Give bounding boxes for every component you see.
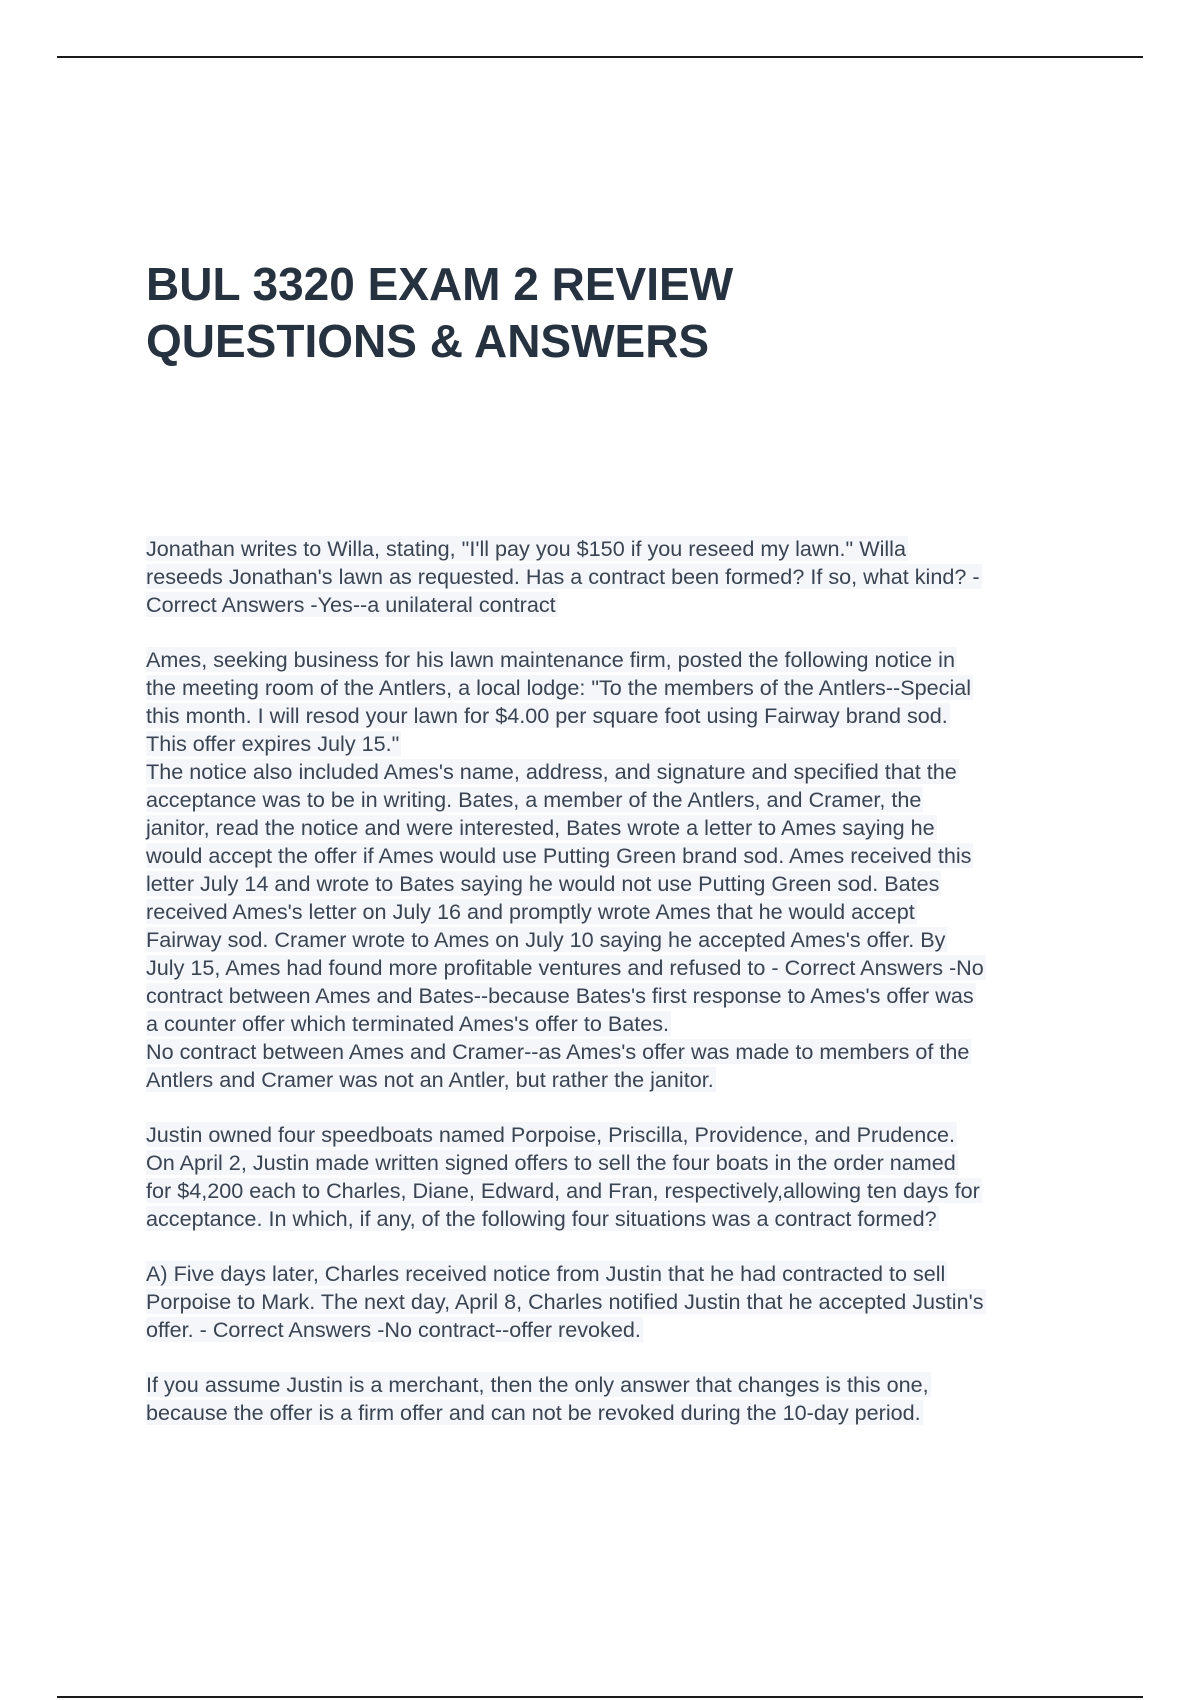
text-line [146,535,1091,563]
text-line [146,814,1091,842]
title-line: QUESTIONS & ANSWERS [146,315,710,367]
text-line [146,646,1091,674]
text-line [146,1010,1091,1038]
text-line [146,1260,1091,1288]
text-line [146,1288,1091,1316]
text-line-content: Antlers and Cramer was not an Antler, but rather the janitor. [146,1067,714,1092]
text-line-content: for $4,200 each to Charles, Diane, Edward, and Fran, respectively,allowing ten days for [146,1178,980,1203]
text-line-content: would accept the offer if Ames would use Putting Green brand sod. Ames received this [146,843,972,868]
text-line-content: The notice also included Ames's name, address, and signature and specified that the [146,759,957,784]
text-line [146,982,1091,1010]
text-line [146,954,1091,982]
document-body [146,535,1091,1454]
qa-paragraph [146,1371,1091,1427]
text-line [146,926,1091,954]
text-line [146,563,1091,591]
text-line [146,730,1091,758]
title-line: BUL 3320 EXAM 2 REVIEW [146,258,734,310]
text-line-content: This offer expires July 15." [146,731,400,756]
text-line [146,786,1091,814]
text-line-content: July 15, Ames had found more profitable ventures and refused to - Correct Answers -No [146,955,984,980]
top-rule [57,56,1143,58]
text-line-content: acceptance was to be in writing. Bates, a member of the Antlers, and Cramer, the [146,787,922,812]
qa-paragraph [146,1260,1091,1344]
text-line [146,674,1091,702]
text-line [146,591,1091,619]
text-line [146,1149,1091,1177]
text-line [146,1177,1091,1205]
text-line-content: Fairway sod. Cramer wrote to Ames on July 10 saying he accepted Ames's offer. By [146,927,946,952]
text-line-content: because the offer is a firm offer and can not be revoked during the 10-day period. [146,1400,921,1425]
text-line [146,1371,1091,1399]
text-line [146,702,1091,730]
document-title [146,256,1106,370]
text-line-content: acceptance. In which, if any, of the following four situations was a contract formed? [146,1206,937,1231]
text-line [146,1316,1091,1344]
text-line [146,1121,1091,1149]
text-line [146,1205,1091,1233]
qa-paragraph [146,1121,1091,1233]
text-line-content: If you assume Justin is a merchant, then the only answer that changes is this one, [146,1372,929,1397]
qa-paragraph [146,646,1091,1094]
text-line-content: the meeting room of the Antlers, a local lodge: "To the members of the Antlers--Special [146,675,972,700]
text-line-content: No contract between Ames and Cramer--as Ames's offer was made to members of the [146,1039,970,1064]
text-line [146,1399,1091,1427]
text-line [146,842,1091,870]
text-line-content: Jonathan writes to Willa, stating, "I'll pay you $150 if you reseed my lawn." Willa [146,536,906,561]
text-line [146,1038,1091,1066]
text-line [146,1066,1091,1094]
text-line-content: Ames, seeking business for his lawn maintenance firm, posted the following notice in [146,647,955,672]
qa-paragraph [146,535,1091,619]
text-line-content: Correct Answers -Yes--a unilateral contract [146,592,556,617]
text-line-content: A) Five days later, Charles received notice from Justin that he had contracted to sell [146,1261,946,1286]
text-line-content: offer. - Correct Answers -No contract--offer revoked. [146,1317,641,1342]
text-line [146,898,1091,926]
text-line-content: reseeds Jonathan's lawn as requested. Has a contract been formed? If so, what kind? - [146,564,980,589]
bottom-rule [57,1696,1143,1698]
text-line [146,870,1091,898]
text-line-content: On April 2, Justin made written signed offers to sell the four boats in the order named [146,1150,956,1175]
text-line-content: contract between Ames and Bates--because Bates's first response to Ames's offer was [146,983,974,1008]
text-line-content: this month. I will resod your lawn for $4.00 per square foot using Fairway brand sod. [146,703,948,728]
text-line-content: Justin owned four speedboats named Porpoise, Priscilla, Providence, and Prudence. [146,1122,956,1147]
text-line-content: Porpoise to Mark. The next day, April 8, Charles notified Justin that he accepted Justin's [146,1289,984,1314]
text-line-content: received Ames's letter on July 16 and promptly wrote Ames that he would accept [146,899,915,924]
text-line-content: janitor, read the notice and were interested, Bates wrote a letter to Ames saying he [146,815,935,840]
text-line-content: letter July 14 and wrote to Bates saying he would not use Putting Green sod. Bates [146,871,940,896]
text-line [146,758,1091,786]
text-line-content: a counter offer which terminated Ames's offer to Bates. [146,1011,670,1036]
